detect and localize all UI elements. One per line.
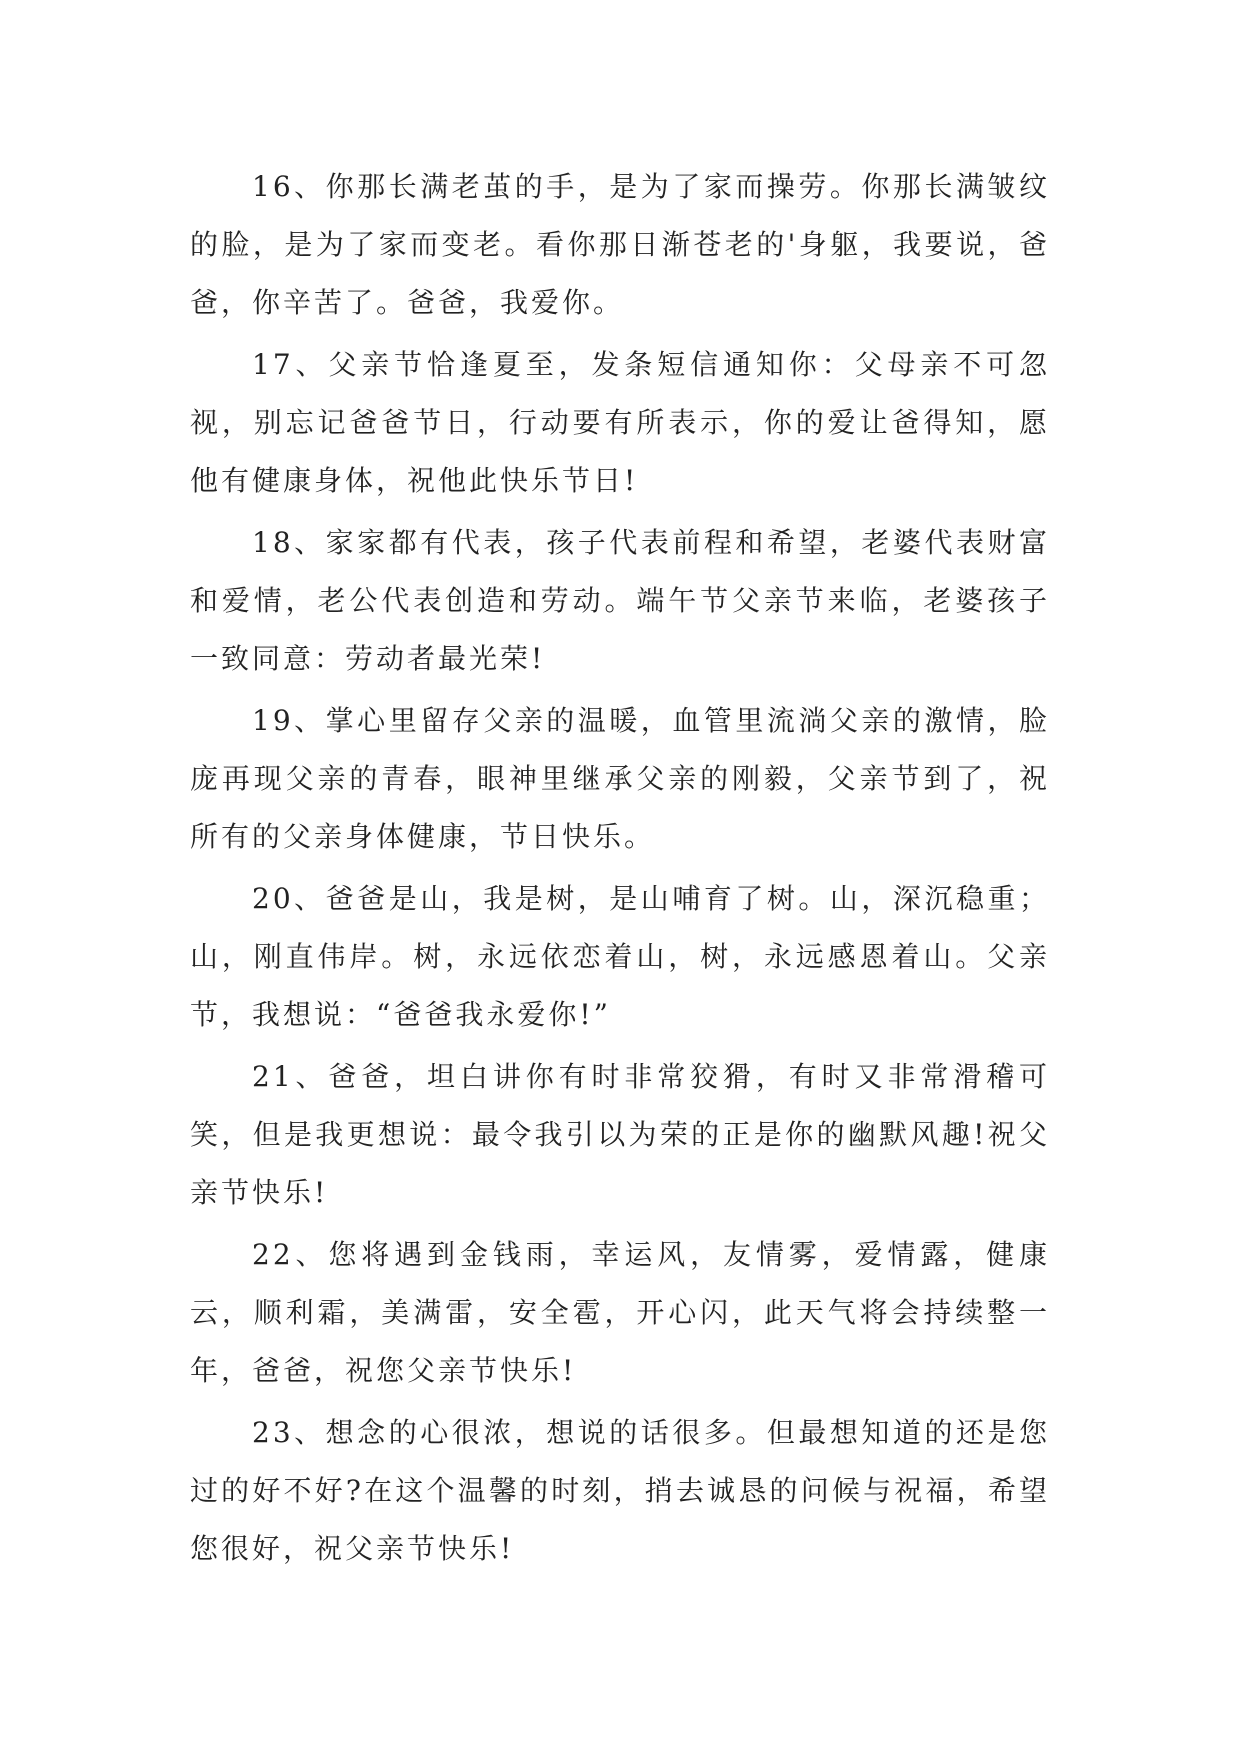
paragraph-16: 16、你那长满老茧的手，是为了家而操劳。你那长满皱纹的脸，是为了家而变老。看你那日渐苍老的'身躯，我要说，爸爸，你辛苦了。爸爸，我爱你。 bbox=[190, 170, 1050, 319]
paragraph-18: 18、家家都有代表，孩子代表前程和希望，老婆代表财富和爱情，老公代表创造和劳动。端午节父亲节来临，老婆孩子一致同意：劳动者最光荣! bbox=[190, 526, 1050, 675]
paragraph-17: 17、父亲节恰逢夏至，发条短信通知你：父母亲不可忽视，别忘记爸爸节日，行动要有所表示，你的爱让爸得知，愿他有健康身体，祝他此快乐节日! bbox=[190, 348, 1050, 497]
paragraph-19: 19、掌心里留存父亲的温暖，血管里流淌父亲的激情，脸庞再现父亲的青春，眼神里继承父亲的刚毅，父亲节到了，祝所有的父亲身体健康，节日快乐。 bbox=[190, 704, 1050, 853]
paragraph-23: 23、想念的心很浓，想说的话很多。但最想知道的还是您过的好不好?在这个温馨的时刻，捎去诚恳的问候与祝福，希望您很好，祝父亲节快乐! bbox=[190, 1416, 1050, 1565]
paragraph-22: 22、您将遇到金钱雨，幸运风，友情雾，爱情露，健康云，顺利霜，美满雷，安全雹，开心闪，此天气将会持续整一年，爸爸，祝您父亲节快乐! bbox=[190, 1238, 1050, 1387]
document-body bbox=[190, 158, 1050, 1582]
paragraph-21: 21、爸爸，坦白讲你有时非常狡猾，有时又非常滑稽可笑，但是我更想说：最令我引以为荣的正是你的幽默风趣!祝父亲节快乐! bbox=[190, 1060, 1050, 1209]
paragraph-20: 20、爸爸是山，我是树，是山哺育了树。山，深沉稳重；山，刚直伟岸。树，永远依恋着山，树，永远感恩着山。父亲节，我想说：“爸爸我永爱你!” bbox=[190, 882, 1050, 1031]
